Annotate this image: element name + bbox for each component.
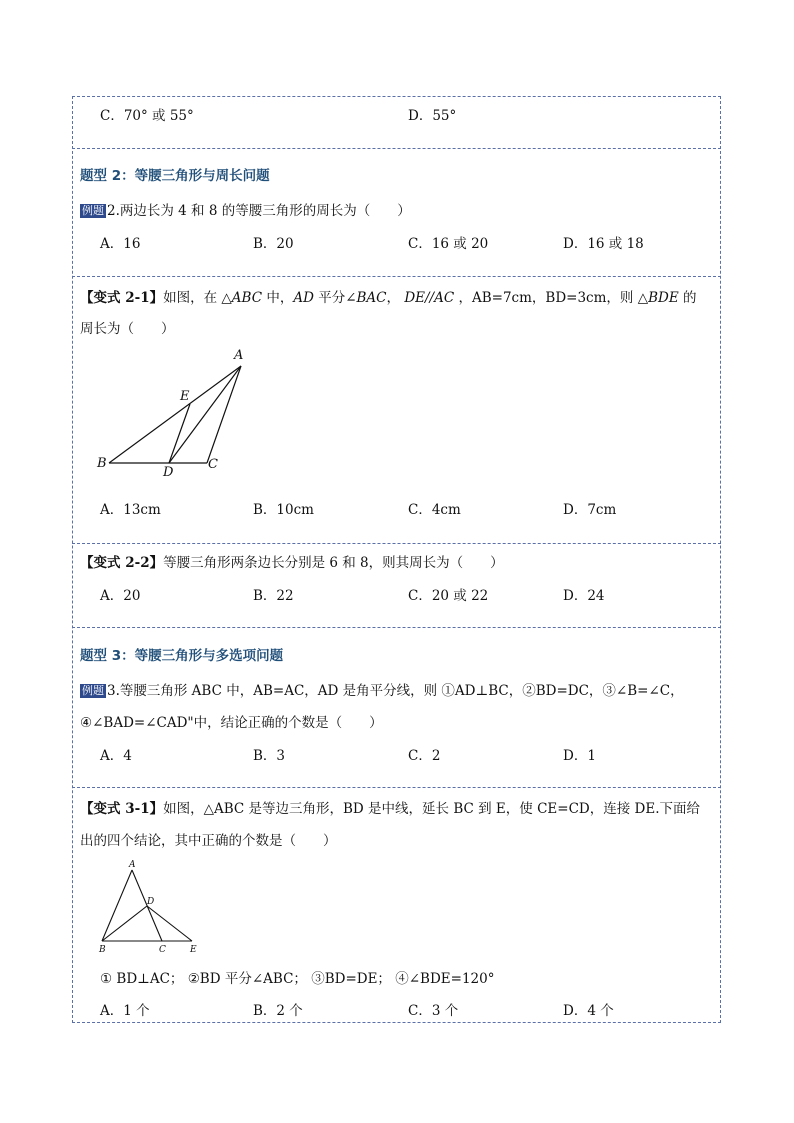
label-d: D bbox=[147, 897, 155, 907]
example-badge: 例题 bbox=[82, 204, 104, 217]
label-b: B bbox=[97, 456, 107, 471]
q2-option-b[interactable]: B．20 bbox=[253, 236, 294, 252]
q3-option-c[interactable]: C．2 bbox=[408, 748, 441, 764]
v21-stem-line2: 周长为（ ） bbox=[80, 321, 175, 337]
label-c: C bbox=[159, 945, 166, 955]
option-c[interactable]: C．70° 或 55° bbox=[100, 108, 194, 124]
v21-text-a: 如图，在 bbox=[163, 290, 222, 306]
v21-angle-bac: ∠BAC bbox=[345, 290, 387, 306]
q3-option-a[interactable]: A．4 bbox=[100, 748, 132, 764]
label-a: A bbox=[129, 860, 136, 870]
segment-bd bbox=[102, 906, 147, 941]
v21-tri-bde: △BDE bbox=[637, 290, 679, 306]
q3-stem-line1 bbox=[80, 679, 684, 699]
v31-option-a[interactable]: A．1 个 bbox=[100, 1003, 150, 1019]
v31-tag: 【变式 3-1】 bbox=[80, 801, 164, 817]
v21-option-d[interactable]: D．7cm bbox=[563, 502, 617, 518]
option-d[interactable]: D．55° bbox=[408, 108, 457, 124]
label-d: D bbox=[163, 465, 174, 479]
v21-de-ac: DE//AC bbox=[404, 290, 455, 306]
q2-stem-text: 2.两边长为 4 和 8 的等腰三角形的周长为（ ） bbox=[107, 203, 411, 219]
v21-ad: AD bbox=[293, 290, 314, 306]
section-title-q3: 题型 3：等腰三角形与多选项问题 bbox=[80, 648, 284, 664]
segment-ab bbox=[102, 870, 132, 941]
v31-option-c[interactable]: C．3 个 bbox=[408, 1003, 459, 1019]
v31-stem-line1 bbox=[80, 797, 700, 817]
segment-de bbox=[147, 906, 192, 941]
v31-option-d[interactable]: D．4 个 bbox=[563, 1003, 614, 1019]
v21-text-d: ， bbox=[386, 290, 405, 306]
q3-stem-line2: ④∠BAD=∠CAD"中，结论正确的个数是（ ） bbox=[80, 715, 383, 731]
q2-option-d[interactable]: D．16 或 18 bbox=[563, 236, 644, 252]
v22-tag: 【变式 2-2】 bbox=[80, 555, 164, 571]
v21-option-b[interactable]: B．10cm bbox=[253, 502, 314, 518]
q2-option-a[interactable]: A．16 bbox=[100, 236, 141, 252]
segment-ad bbox=[169, 366, 241, 463]
v22-option-c[interactable]: C．20 或 22 bbox=[408, 588, 489, 604]
v21-stem-line1 bbox=[80, 286, 696, 306]
v21-option-a[interactable]: A．13cm bbox=[100, 502, 161, 518]
v31-statements: ① BD⊥AC； ②BD 平分∠ABC； ③BD=DE； ④∠BDE=120° bbox=[100, 971, 495, 987]
segment-de bbox=[169, 404, 190, 463]
q2-option-c[interactable]: C．16 或 20 bbox=[408, 236, 489, 252]
v22-stem-text: 等腰三角形两条边长分别是 6 和 8，则其周长为（ ） bbox=[163, 555, 504, 571]
v21-tri-abc: △ABC bbox=[221, 290, 263, 306]
v21-figure bbox=[92, 344, 262, 479]
v22-stem bbox=[80, 551, 504, 571]
v31-stem-line2: 出的四个结论，其中正确的个数是（ ） bbox=[80, 833, 337, 849]
q3-option-d[interactable]: D．1 bbox=[563, 748, 596, 764]
v31-stem-text: 如图，△ABC 是等边三角形，BD 是中线，延长 BC 到 E，使 CE=CD，连接 DE.下面给 bbox=[163, 801, 700, 817]
v22-option-b[interactable]: B．22 bbox=[253, 588, 294, 604]
v31-option-b[interactable]: B．2 个 bbox=[253, 1003, 303, 1019]
q3-option-b[interactable]: B．3 bbox=[253, 748, 286, 764]
v21-text-c: 平分 bbox=[313, 290, 346, 306]
v22-option-a[interactable]: A．20 bbox=[100, 588, 141, 604]
label-b: B bbox=[99, 945, 106, 955]
label-a: A bbox=[234, 348, 244, 363]
v21-option-c[interactable]: C．4cm bbox=[408, 502, 461, 518]
q3-stem-text: 3.等腰三角形 ABC 中，AB=AC，AD 是角平分线，则 ①AD⊥BC，②BD=DC，③∠B=∠C， bbox=[107, 683, 684, 699]
v22-option-d[interactable]: D．24 bbox=[563, 588, 605, 604]
label-e: E bbox=[180, 389, 190, 404]
v31-figure bbox=[92, 856, 212, 958]
v21-text-f: 的 bbox=[678, 290, 697, 306]
v21-tag: 【变式 2-1】 bbox=[80, 290, 164, 306]
segment-ab bbox=[109, 366, 241, 463]
q2-stem bbox=[80, 199, 411, 219]
example-badge-q3: 例题 bbox=[82, 684, 104, 697]
section-title-q2: 题型 2：等腰三角形与周长问题 bbox=[80, 168, 270, 184]
v21-text-e: ，AB=7cm，BD=3cm，则 bbox=[454, 290, 638, 306]
label-c: C bbox=[208, 457, 218, 472]
v21-text-b: 中， bbox=[262, 290, 294, 306]
label-e: E bbox=[190, 945, 197, 955]
segment-ac bbox=[207, 366, 241, 463]
